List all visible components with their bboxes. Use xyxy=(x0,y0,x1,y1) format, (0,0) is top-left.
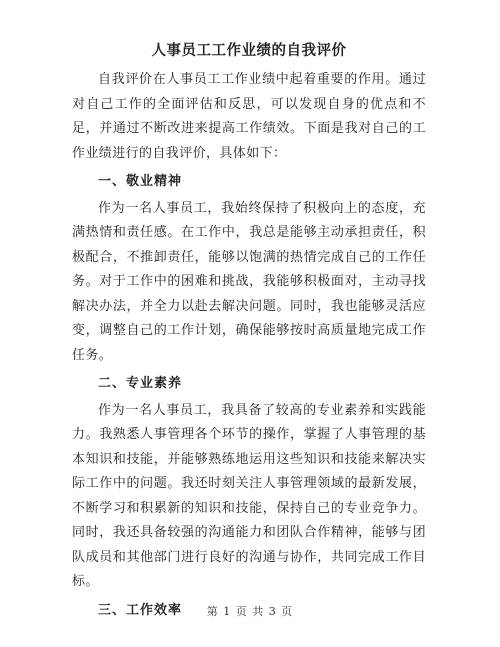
document-page xyxy=(72,38,426,625)
section-heading-professionalism: 二、专业素养 xyxy=(98,376,183,391)
section-heading-dedication: 一、敬业精神 xyxy=(98,174,183,189)
document-title: 人事员工工作业绩的自我评价 xyxy=(151,43,347,59)
section-body-dedication: 作为一名人事员工，我始终保持了积极向上的态度，充满热情和责任感。在工作中，我总是能够主动承担责任，积极配合，不推卸责任，能够以饱满的热情完成自己的工作任务。对于工作中的困难和挑战，我能够积极面对，主动寻找解决办法，并全力以赴去解决问题。同时，我也能够灵活应变，调整自己的工作计划，确保能够按时高质量地完成工作任务。 xyxy=(72,200,426,363)
section-heading-efficiency: 三、工作效率 xyxy=(98,602,183,618)
section-body-professionalism: 作为一名人事员工，我具备了较高的专业素养和实践能力。我熟悉人事管理各个环节的操作，掌握了人事管理的基本知识和技能，并能够熟练地运用这些知识和技能来解决实际工作中的问题。我还时刻关注人事管理领域的最新发展，不断学习和积累新的知识和技能，保持自己的专业竞争力。同时，我还具备较强的沟通能力和团队合作精神，能够与团队成员和其他部门进行良好的沟通与协作，共同完成工作目标。 xyxy=(72,402,426,589)
intro-paragraph: 自我评价在人事员工工作业绩中起着重要的作用。通过对自己工作的全面评估和反思，可以发现自身的优点和不足，并通过不断改进来提高工作绩效。下面是我对自己的工作业绩进行的自我评价，具体如下： xyxy=(72,72,426,161)
page-footer: 第 1 页 共 3 页 xyxy=(206,605,294,618)
